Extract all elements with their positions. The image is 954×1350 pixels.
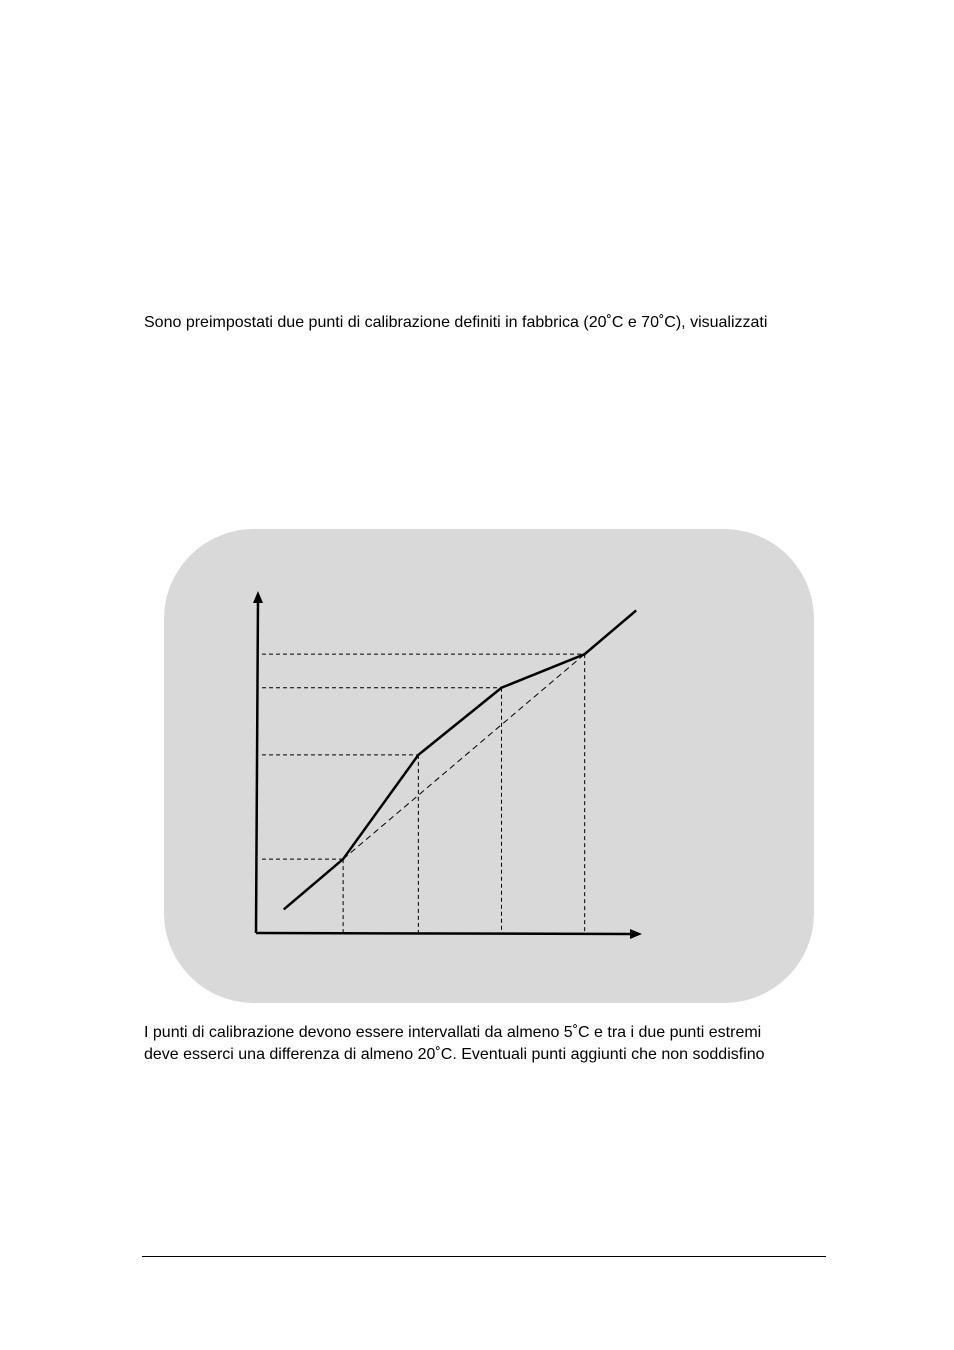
calibration-chart <box>164 529 814 1003</box>
x-axis <box>256 933 632 934</box>
rules-paragraph <box>144 1022 765 1066</box>
y-axis <box>256 597 258 933</box>
calibration-figure-panel <box>164 529 814 1003</box>
factory-line-dashed <box>343 654 585 859</box>
intro-paragraph: Sono preimpostati due punti di calibrazione definiti in fabbrica (20˚C e 70˚C), visualizzati <box>144 314 768 331</box>
y-axis-arrow-icon <box>253 591 263 603</box>
rules-line-2: deve esserci una differenza di almeno 20˚C. Eventuali punti aggiunti che non soddisfino <box>144 1046 765 1063</box>
rules-line-1: I punti di calibrazione devono essere intervallati da almeno 5˚C e tra i due punti estremi <box>144 1024 762 1041</box>
x-axis-arrow-icon <box>630 929 642 939</box>
footer-rule <box>142 1256 826 1257</box>
